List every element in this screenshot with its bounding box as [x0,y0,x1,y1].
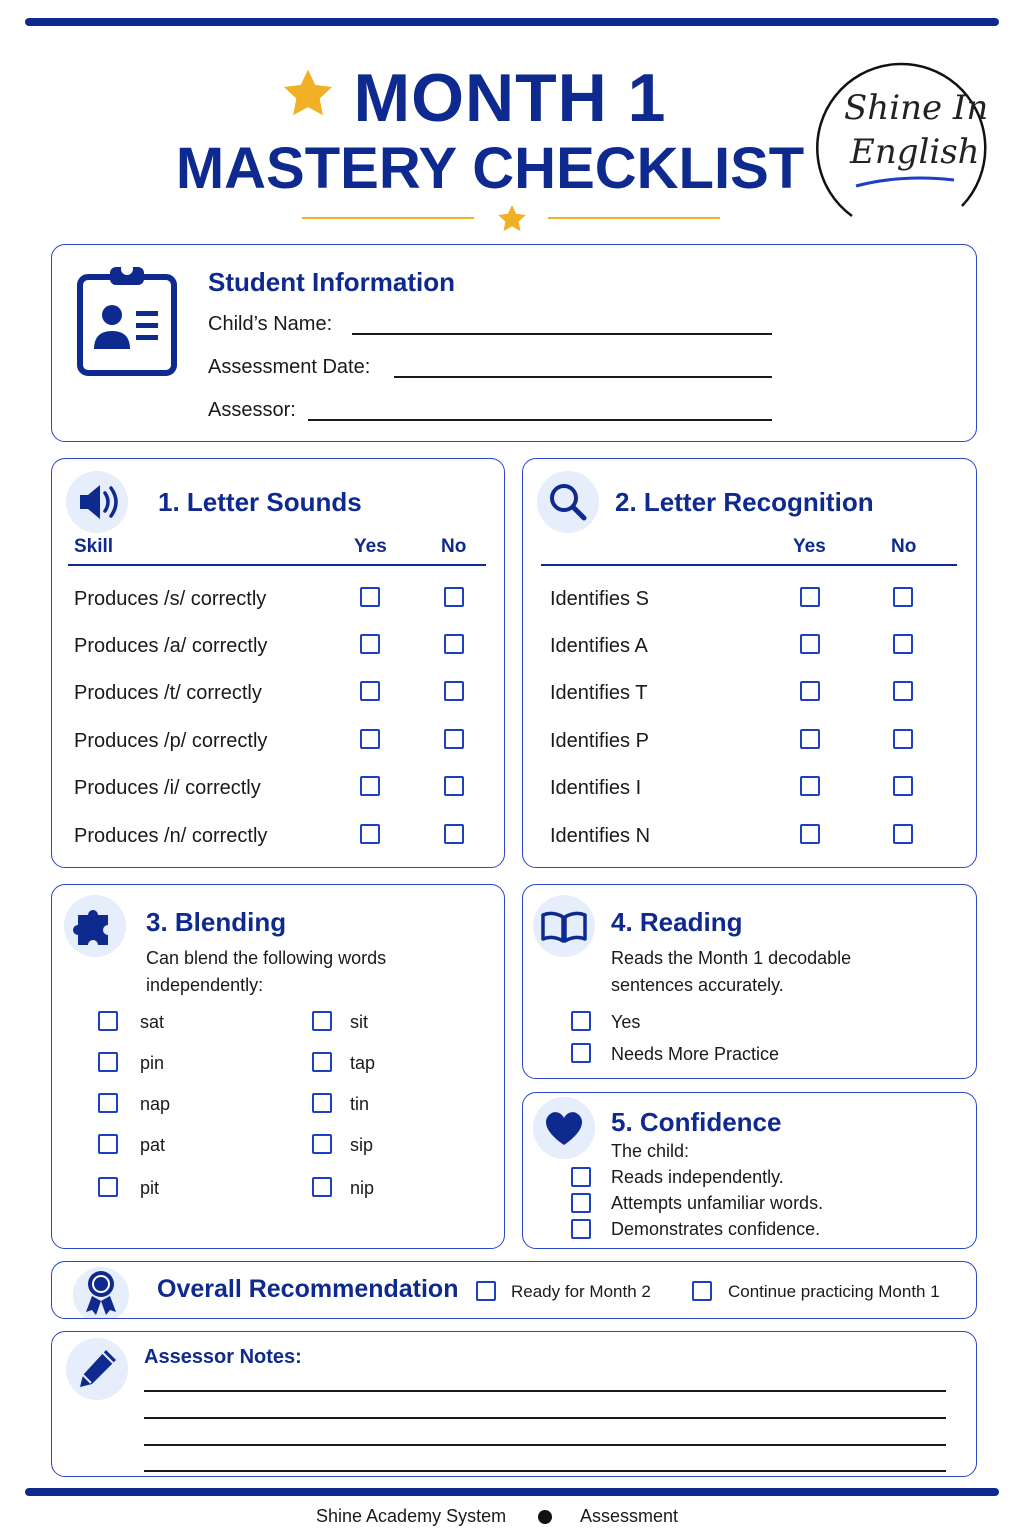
continue-month-1-checkbox[interactable] [692,1281,712,1301]
yes-checkbox[interactable] [360,587,380,607]
reading-description-line-2: sentences accurately. [611,975,784,995]
confidence-intro: The child: [611,1141,690,1161]
bottom-rule [25,1488,999,1496]
award-ribbon-icon [72,1266,130,1318]
no-checkbox[interactable] [444,776,464,796]
yes-checkbox[interactable] [800,729,820,749]
child-name-label: Child’s Name: [208,313,333,335]
letter-sounds-title: 1. Letter Sounds [158,487,362,517]
decorative-line-right [548,217,720,219]
blending-description-line-1: Can blend the following words [146,948,387,968]
attempts-unfamiliar-label: Attempts unfamiliar words. [611,1193,824,1213]
notes-title: Assessor Notes: [144,1346,302,1368]
list-item: Identifies T [550,682,648,704]
blending-card [51,884,505,1249]
no-checkbox[interactable] [893,824,913,844]
small-star-icon [496,203,528,235]
list-item: Identifies S [550,588,649,610]
top-rule [25,18,999,26]
yes-checkbox[interactable] [800,824,820,844]
continue-month-1-label: Continue practicing Month 1 [728,1282,940,1301]
no-checkbox[interactable] [444,681,464,701]
no-checkbox[interactable] [893,587,913,607]
clipboard-id-icon [76,259,178,377]
reading-needs-practice-checkbox[interactable] [571,1043,591,1063]
yes-checkbox[interactable] [360,729,380,749]
reading-needs-practice-label: Needs More Practice [611,1044,780,1064]
yes-checkbox[interactable] [800,776,820,796]
ready-month-2-checkbox[interactable] [476,1281,496,1301]
footer-separator-dot [538,1510,552,1524]
header-rule [68,564,486,566]
assessor-field[interactable] [308,419,772,421]
open-book-icon [533,895,595,957]
list-item: Produces /p/ correctly [74,730,268,752]
header-rule [541,564,957,566]
no-checkbox[interactable] [444,824,464,844]
letter-recognition-title: 2. Letter Recognition [615,487,874,517]
recommendation-card [51,1261,977,1319]
list-item: Identifies I [550,777,642,799]
no-checkbox[interactable] [444,729,464,749]
reading-yes-label: Yes [611,1012,641,1032]
confidence-card [522,1092,977,1249]
assessment-date-label: Assessment Date: [208,356,371,378]
skill-column-header: Skill [74,536,114,557]
reading-yes-checkbox[interactable] [571,1011,591,1031]
decorative-line-left [302,217,474,219]
word-label: sat [140,1012,165,1032]
title-line-1: MONTH 1 [353,60,667,136]
notes-line[interactable] [144,1390,946,1392]
word-checkbox[interactable] [312,1011,332,1031]
word-label: pat [140,1135,166,1155]
yes-checkbox[interactable] [800,681,820,701]
recommendation-title: Overall Recommendation [157,1275,459,1303]
title-line-2: MASTERY CHECKLIST [175,136,805,201]
yes-checkbox[interactable] [800,587,820,607]
reading-card [522,884,977,1079]
yes-column-header: Yes [793,536,826,557]
word-label: nap [140,1094,171,1114]
notes-line[interactable] [144,1470,946,1472]
word-checkbox[interactable] [98,1177,118,1197]
word-label: pin [140,1053,165,1073]
list-item: Produces /s/ correctly [74,588,267,610]
word-checkbox[interactable] [98,1093,118,1113]
confidence-title: 5. Confidence [611,1107,782,1137]
yes-column-header: Yes [354,536,387,557]
notes-line[interactable] [144,1444,946,1446]
no-checkbox[interactable] [893,634,913,654]
reads-independently-label: Reads independently. [611,1167,784,1187]
student-info-card [51,244,977,442]
attempts-unfamiliar-checkbox[interactable] [571,1193,591,1213]
no-checkbox[interactable] [893,681,913,701]
no-checkbox[interactable] [893,776,913,796]
word-checkbox[interactable] [312,1134,332,1154]
list-item: Identifies A [550,635,648,657]
letter-recognition-card [522,458,977,868]
yes-checkbox[interactable] [800,634,820,654]
word-label: tin [350,1094,370,1114]
yes-checkbox[interactable] [360,681,380,701]
word-label: sip [350,1135,374,1155]
letter-sounds-card [51,458,505,868]
yes-checkbox[interactable] [360,634,380,654]
demonstrates-confidence-label: Demonstrates confidence. [611,1219,821,1239]
puzzle-icon [64,895,126,957]
assessment-date-field[interactable] [394,376,772,378]
list-item: Identifies N [550,825,651,847]
notes-line[interactable] [144,1417,946,1419]
word-checkbox[interactable] [312,1177,332,1197]
list-item: Identifies P [550,730,649,752]
notes-card [51,1331,977,1477]
no-column-header: No [441,536,467,557]
word-label: tap [350,1053,376,1073]
list-item: Produces /i/ correctly [74,777,261,799]
blending-description-line-2: independently: [146,975,264,995]
reading-title: 4. Reading [611,907,743,937]
footer-right-text: Assessment [580,1506,679,1526]
no-checkbox[interactable] [444,634,464,654]
blending-title: 3. Blending [146,907,287,937]
logo-text-line-1: Shine In [844,88,989,128]
list-item: Produces /n/ correctly [74,825,268,847]
yes-checkbox[interactable] [360,776,380,796]
logo-text-line-2: English [850,132,980,172]
magnifier-icon [537,471,599,533]
assessor-label: Assessor: [208,399,296,421]
footer-left-text: Shine Academy System [316,1506,507,1526]
word-checkbox[interactable] [98,1052,118,1072]
word-checkbox[interactable] [98,1011,118,1031]
ready-month-2-label: Ready for Month 2 [511,1282,651,1301]
list-item: Produces /a/ correctly [74,635,268,657]
list-item: Produces /t/ correctly [74,682,262,704]
reading-description-line-1: Reads the Month 1 decodable [611,948,852,968]
word-label: sit [350,1012,368,1032]
no-column-header: No [891,536,917,557]
word-label: nip [350,1178,375,1198]
heart-icon [533,1097,595,1159]
demonstrates-confidence-checkbox[interactable] [571,1219,591,1239]
pencil-icon [66,1338,128,1400]
yes-checkbox[interactable] [360,824,380,844]
word-checkbox[interactable] [312,1052,332,1072]
no-checkbox[interactable] [444,587,464,607]
word-label: pit [140,1178,160,1198]
student-info-title: Student Information [208,267,455,297]
reads-independently-checkbox[interactable] [571,1167,591,1187]
page-title [150,60,830,202]
speaker-icon [66,471,128,533]
word-checkbox[interactable] [98,1134,118,1154]
child-name-field[interactable] [352,333,772,335]
word-checkbox[interactable] [312,1093,332,1113]
no-checkbox[interactable] [893,729,913,749]
